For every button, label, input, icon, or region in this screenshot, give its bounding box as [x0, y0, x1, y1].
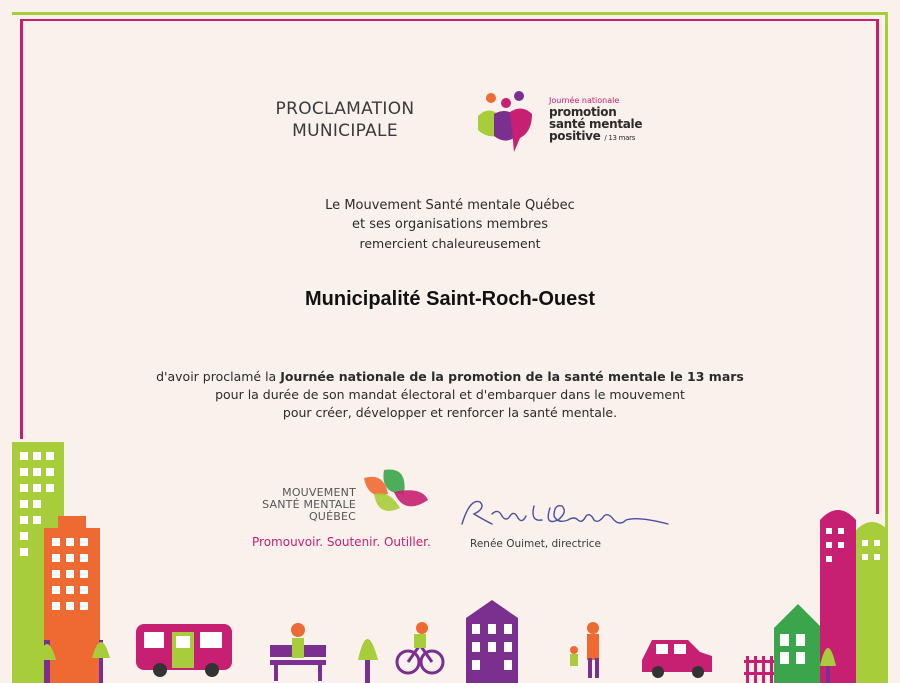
thanks-line1: Le Mouvement Santé mentale Québec	[325, 198, 575, 213]
fence	[744, 656, 774, 683]
proclamation-line1: PROCLAMATION	[275, 99, 415, 119]
msmq-line1: MOUVEMENT	[282, 486, 356, 499]
jn-line3: positive	[549, 129, 601, 143]
pink-car	[642, 640, 712, 678]
jn-line2: santé mentale	[549, 117, 643, 131]
body-line2: pour la durée de son mandat électoral et d'embarquer dans le mouvement	[215, 387, 685, 402]
signature	[458, 490, 674, 534]
thanks-line3: remercient chaleureusement	[359, 236, 541, 251]
jn-date: / 13 mars	[604, 134, 636, 142]
right-green-tower	[856, 522, 888, 683]
msmq-leaf-logo	[360, 464, 432, 528]
bus	[136, 624, 232, 677]
bench-person	[270, 623, 326, 681]
body-line1-pre: d'avoir proclamé la	[156, 369, 281, 384]
msmq-name	[248, 487, 356, 523]
cyclist-and-tree	[358, 622, 443, 683]
body-line1-bold: Journée nationale de la promotion de la santé mentale le 13 mars	[280, 369, 744, 384]
purple-house	[466, 600, 518, 683]
jn-small-label: Journée nationale	[549, 96, 620, 105]
msmq-slogan: Promouvoir. Soutenir. Outiller.	[252, 535, 431, 549]
jn-line1: promotion	[549, 105, 617, 119]
msmq-line2: SANTÉ MENTALE	[262, 498, 356, 511]
right-green-house	[774, 604, 822, 683]
signature-caption: Renée Ouimet, directrice	[470, 538, 601, 550]
family-walking	[570, 622, 599, 678]
body-line3: pour créer, développer et renforcer la santé mentale.	[282, 405, 618, 420]
msmq-line3: QUÉBEC	[308, 510, 356, 523]
proclamation-line2: MUNICIPALE	[292, 121, 398, 141]
thanks-line2: et ses organisations membres	[352, 217, 548, 232]
municipality-name: Municipalité Saint-Roch-Ouest	[304, 288, 596, 310]
